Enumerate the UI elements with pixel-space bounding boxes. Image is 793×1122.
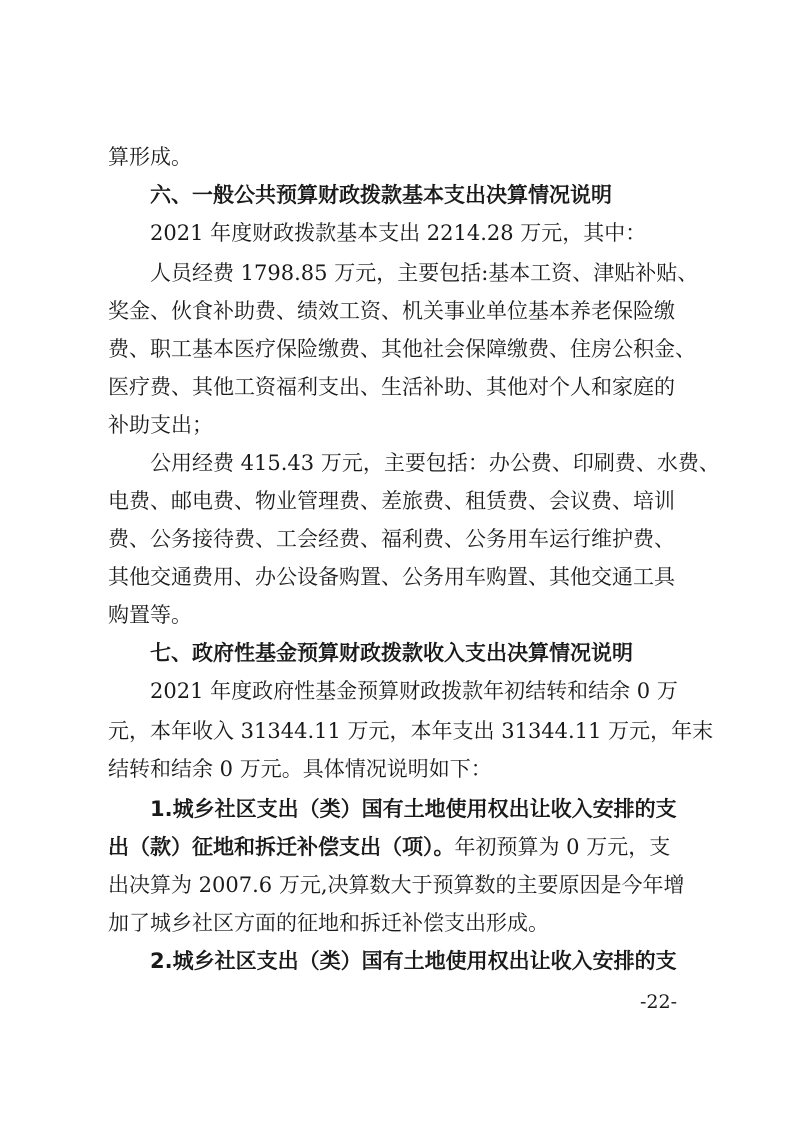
paragraph-line: 加了城乡社区方面的征地和拆迁补偿支出形成。 — [108, 911, 549, 935]
paragraph-line: 算形成。 — [108, 145, 192, 169]
page-number: -22- — [640, 991, 678, 1013]
paragraph-line: 出决算为 2007.6 万元,决算数大于预算数的主要原因是今年增 — [108, 873, 685, 897]
paragraph-line: 2021 年度政府性基金预算财政拨款年初结转和结余 0 万 — [150, 679, 678, 703]
paragraph-line: 公用经费 415.43 万元，主要包括：办公费、印刷费、水费、 — [150, 451, 720, 475]
item-line — [108, 830, 670, 864]
paragraph-line: 奖金、伙食补助费、绩效工资、机关事业单位基本养老保险缴 — [108, 299, 675, 323]
item-heading-2: 2.城乡社区支出（类）国有土地使用权出让收入安排的支 — [150, 949, 677, 973]
paragraph-line: 购置等。 — [108, 603, 192, 627]
paragraph-line: 人员经费 1798.85 万元，主要包括:基本工资、津贴补贴、 — [150, 261, 699, 285]
section-heading-six: 六、一般公共预算财政拨款基本支出决算情况说明 — [150, 183, 612, 207]
item-heading-1: 1.城乡社区支出（类）国有土地使用权出让收入安排的支 — [150, 797, 677, 821]
paragraph-line: 结转和结余 0 万元。具体情况说明如下： — [108, 757, 492, 781]
paragraph-line: 其他交通费用、办公设备购置、公务用车购置、其他交通工具 — [108, 565, 675, 589]
item-heading-1-continued: 出（款）征地和拆迁补偿支出（项）。 — [108, 835, 455, 859]
item-text: 年初预算为 0 万元，支 — [454, 835, 671, 859]
paragraph-line: 2021 年度财政拨款基本支出 2214.28 万元，其中： — [150, 221, 647, 245]
paragraph-line: 医疗费、其他工资福利支出、生活补助、其他对个人和家庭的 — [108, 375, 675, 399]
paragraph-line: 补助支出； — [108, 413, 213, 437]
paragraph-line: 电费、邮电费、物业管理费、差旅费、租赁费、会议费、培训 — [108, 489, 675, 513]
section-heading-seven: 七、政府性基金预算财政拨款收入支出决算情况说明 — [150, 641, 633, 665]
paragraph-line: 费、公务接待费、工会经费、福利费、公务用车运行维护费、 — [108, 527, 675, 551]
paragraph-line: 费、职工基本医疗保险缴费、其他社会保障缴费、住房公积金、 — [108, 337, 696, 361]
paragraph-line: 元，本年收入 31344.11 万元，本年支出 31344.11 万元，年末 — [108, 719, 714, 743]
